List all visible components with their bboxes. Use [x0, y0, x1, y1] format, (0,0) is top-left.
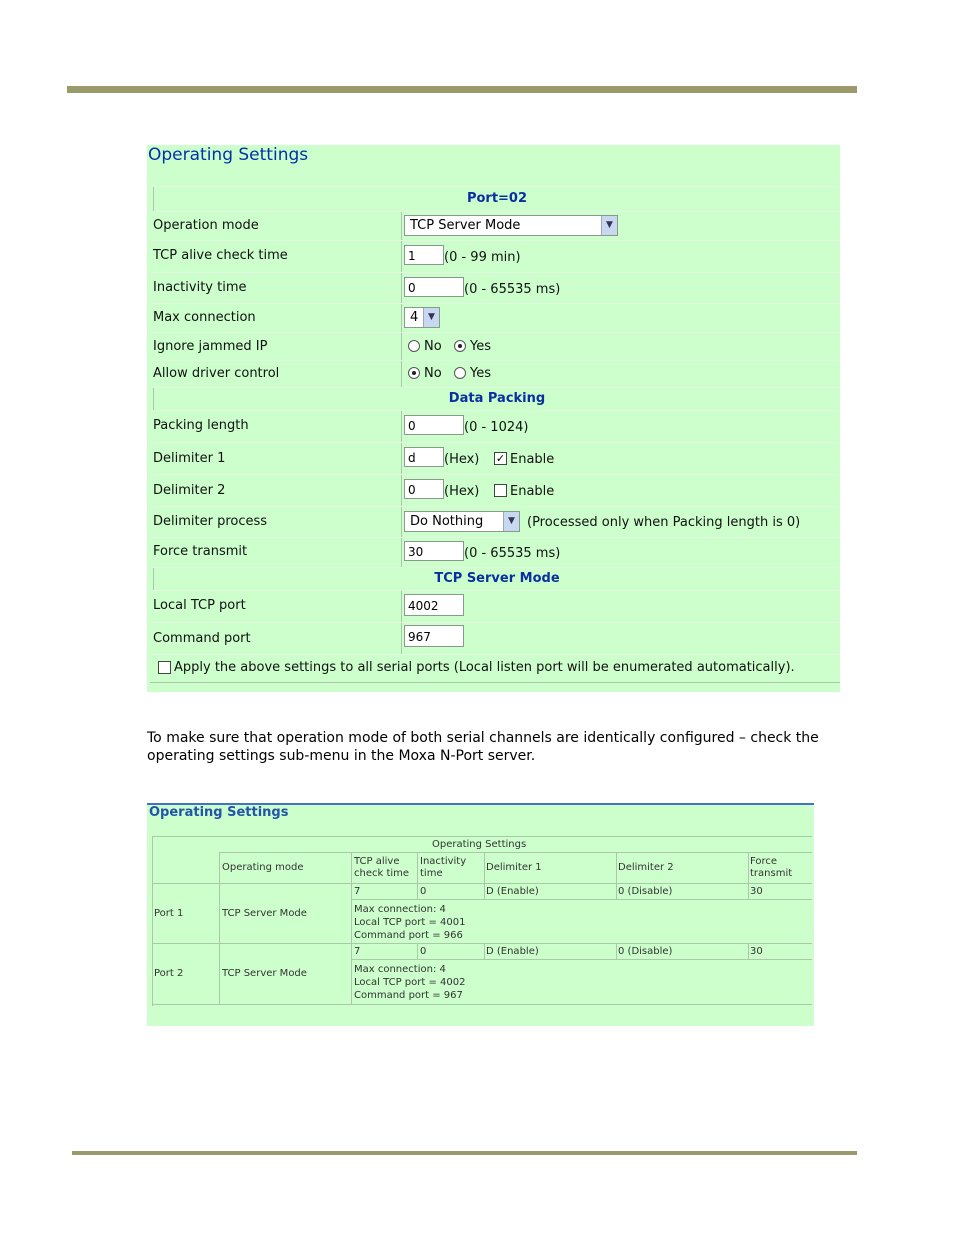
local-tcp-port-input[interactable]: 4002 — [404, 594, 464, 616]
local-tcp-port-label: Local TCP port — [153, 598, 246, 613]
port2-detail-local: Local TCP port = 4002 — [354, 977, 466, 988]
local-tcp-port-row — [150, 590, 840, 623]
inactivity-input[interactable]: 0 — [404, 277, 464, 297]
operating-settings-overview-panel — [147, 803, 814, 1026]
port2-mode: TCP Server Mode — [222, 968, 307, 979]
max-connection-select[interactable]: 4 ▼ — [404, 307, 440, 328]
force-transmit-label: Force transmit — [153, 544, 248, 559]
port1-force: 30 — [750, 886, 763, 897]
packing-length-hint: (0 - 1024) — [464, 420, 529, 435]
port1-detail-max: Max connection: 4 — [354, 904, 446, 915]
delimiter1-enable-label: Enable — [510, 452, 555, 467]
port1-inactivity: 0 — [420, 886, 427, 897]
port2-delim2: 0 (Disable) — [618, 946, 673, 957]
force-transmit-hint: (0 - 65535 ms) — [464, 546, 561, 561]
delimiter1-input[interactable]: d — [404, 447, 444, 467]
data-packing-header: Data Packing — [448, 391, 546, 406]
apply-all-label: Apply the above settings to all serial ports (Local listen port will be enumerated automatically). — [174, 660, 795, 675]
tcp-alive-label: TCP alive check time — [153, 248, 288, 263]
port2-label: Port 2 — [154, 968, 184, 979]
allow-driver-label: Allow driver control — [153, 366, 280, 381]
operating-settings-panel — [147, 145, 840, 692]
packing-length-label: Packing length — [153, 418, 249, 433]
delimiter2-enable-checkbox[interactable] — [494, 484, 507, 497]
top-rule — [67, 86, 857, 93]
delimiter2-row — [150, 474, 840, 507]
allow-driver-no-label: No — [424, 366, 442, 381]
ignore-jammed-row — [150, 332, 840, 361]
tcp-server-header: TCP Server Mode — [434, 571, 560, 586]
delimiter-process-row — [150, 506, 840, 538]
max-connection-label: Max connection — [153, 310, 256, 325]
tcp-alive-hint: (0 - 99 min) — [444, 250, 521, 265]
allow-driver-yes-radio[interactable] — [454, 367, 466, 379]
ignore-jammed-label: Ignore jammed IP — [153, 339, 268, 354]
port2-detail-command: Command port = 967 — [354, 990, 463, 1001]
delimiter2-label: Delimiter 2 — [153, 483, 226, 498]
apply-all-checkbox[interactable] — [158, 661, 171, 674]
ignore-jammed-no-label: No — [424, 339, 442, 354]
operation-mode-label: Operation mode — [153, 218, 259, 233]
allow-driver-no-radio[interactable] — [408, 367, 420, 379]
command-port-row — [150, 622, 840, 655]
delimiter-process-hint: (Processed only when Packing length is 0) — [527, 515, 801, 530]
port1-detail-local: Local TCP port = 4001 — [354, 917, 466, 928]
port-header-row — [150, 186, 840, 212]
inactivity-hint: (0 - 65535 ms) — [464, 282, 561, 297]
port2-force: 30 — [750, 946, 763, 957]
delimiter1-row — [150, 442, 840, 475]
command-port-input[interactable]: 967 — [404, 625, 464, 647]
delimiter2-enable-label: Enable — [510, 484, 555, 499]
port1-detail-command: Command port = 966 — [354, 930, 463, 941]
overview-title: Operating Settings — [149, 805, 289, 820]
port2-inactivity: 0 — [420, 946, 427, 957]
port1-mode: TCP Server Mode — [222, 908, 307, 919]
ignore-jammed-no-radio[interactable] — [408, 340, 420, 352]
force-transmit-input[interactable]: 30 — [404, 541, 464, 561]
chevron-down-icon[interactable]: ▼ — [503, 512, 519, 531]
force-transmit-row — [150, 537, 840, 568]
allow-driver-yes-label: Yes — [470, 366, 491, 381]
tcp-alive-input[interactable]: 1 — [404, 245, 444, 265]
packing-length-input[interactable]: 0 — [404, 415, 464, 435]
delimiter2-input[interactable]: 0 — [404, 479, 444, 499]
delimiter1-enable-checkbox[interactable]: ✓ — [495, 452, 506, 465]
allow-driver-row — [150, 360, 840, 388]
ignore-jammed-yes-label: Yes — [470, 339, 491, 354]
bottom-rule — [72, 1151, 857, 1155]
operation-mode-row — [150, 211, 840, 241]
delimiter2-hex: (Hex) — [444, 484, 480, 499]
tcp-server-header-row — [150, 567, 840, 591]
col-force-transmit: Force transmit — [750, 856, 793, 879]
port1-delim2: 0 (Disable) — [618, 886, 673, 897]
command-port-label: Command port — [153, 631, 251, 646]
port2-detail-max: Max connection: 4 — [354, 964, 446, 975]
col-tcp-alive: TCP alive check time — [354, 856, 410, 879]
port2-tcp-alive: 7 — [354, 946, 361, 957]
delimiter-process-select[interactable]: Do Nothing ▼ — [404, 511, 520, 532]
col-inactivity: Inactivity time — [420, 856, 467, 879]
col-delimiter1: Delimiter 1 — [486, 862, 542, 873]
chevron-down-icon[interactable]: ▼ — [423, 308, 439, 327]
ignore-jammed-yes-radio[interactable] — [454, 340, 466, 352]
packing-length-row — [150, 410, 840, 443]
port2-delim1: D (Enable) — [486, 946, 539, 957]
delimiter1-label: Delimiter 1 — [153, 451, 226, 466]
delimiter-process-label: Delimiter process — [153, 514, 268, 529]
col-delimiter2: Delimiter 2 — [618, 862, 674, 873]
apply-all-row — [150, 654, 840, 683]
panel-title: Operating Settings — [148, 145, 309, 165]
instruction-paragraph: To make sure that operation mode of both serial channels are identically configured – check the operating settings sub-menu in the Moxa N-Port server. — [147, 730, 819, 764]
max-connection-row — [150, 303, 840, 333]
inactivity-label: Inactivity time — [153, 280, 247, 295]
port-header: Port=02 — [466, 191, 528, 206]
inactivity-row — [150, 272, 840, 304]
col-operating-mode: Operating mode — [222, 862, 304, 873]
data-packing-header-row — [150, 387, 840, 411]
overview-table-title: Operating Settings — [432, 839, 527, 850]
tcp-alive-row — [150, 240, 840, 273]
operation-mode-select[interactable]: TCP Server Mode ▼ — [404, 215, 618, 236]
chevron-down-icon[interactable]: ▼ — [601, 216, 617, 235]
delimiter1-hex: (Hex) — [444, 452, 480, 467]
port1-label: Port 1 — [154, 908, 184, 919]
port1-delim1: D (Enable) — [486, 886, 539, 897]
port1-tcp-alive: 7 — [354, 886, 361, 897]
